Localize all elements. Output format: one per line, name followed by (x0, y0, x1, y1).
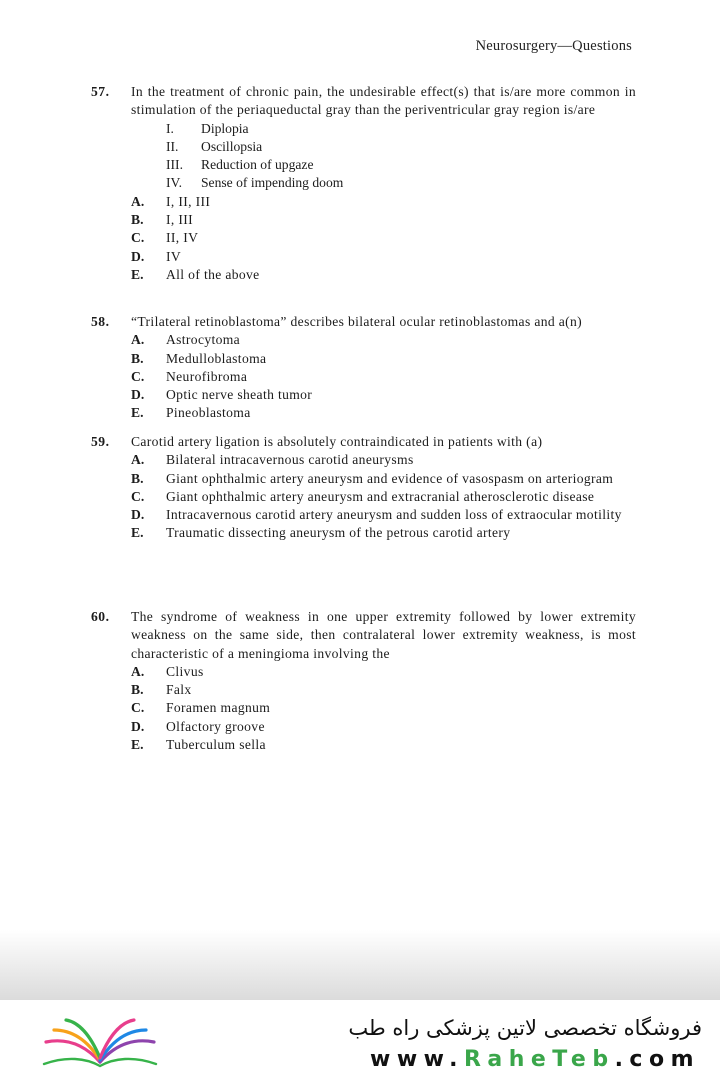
option-letter: E. (131, 525, 144, 541)
answer-option (131, 506, 636, 524)
question-number: 57. (91, 84, 110, 99)
option-text: Astrocytoma (166, 332, 241, 348)
answer-option (131, 404, 636, 422)
question-stem: Carotid artery ligation is absolutely contraindicated in patients with (a) (131, 434, 543, 449)
option-letter: C. (131, 368, 145, 384)
option-letter: B. (131, 682, 144, 698)
option-text: Tuberculum sella (166, 737, 266, 753)
option-text: IV (166, 248, 182, 264)
option-letter: A. (131, 663, 145, 679)
roman-numeral: I. (166, 120, 174, 136)
question-57 (91, 83, 636, 284)
question-stem: “Trilateral retinoblastoma” describes bilateral ocular retinoblastomas and a(n) (131, 314, 583, 329)
roman-text: Oscillopsia (201, 138, 263, 154)
option-letter: A. (131, 332, 145, 348)
answer-option (131, 350, 636, 368)
answer-option (131, 488, 636, 506)
answer-option (131, 368, 636, 386)
option-text: Bilateral intracavernous carotid aneurysms (166, 452, 414, 468)
answer-option (131, 699, 636, 717)
answer-option (131, 470, 636, 488)
question-58 (91, 313, 636, 423)
answer-option (131, 451, 636, 469)
answer-options (131, 331, 636, 422)
answer-option (131, 229, 636, 247)
question-number: 60. (91, 609, 110, 624)
open-book-icon (40, 1014, 160, 1070)
option-text: Neurofibroma (166, 368, 248, 384)
answer-option (131, 524, 636, 542)
answer-option (131, 266, 636, 284)
roman-numeral: IV. (166, 175, 182, 191)
answer-option (131, 681, 636, 699)
answer-option (131, 736, 636, 754)
answer-options (131, 451, 636, 542)
question-60 (91, 608, 636, 754)
answer-option (131, 248, 636, 266)
answer-option (131, 211, 636, 229)
store-footer-banner (0, 1000, 720, 1080)
roman-numeral: III. (166, 157, 183, 173)
answer-option (131, 718, 636, 736)
option-text: Pineoblastoma (166, 405, 251, 421)
option-letter: C. (131, 230, 145, 246)
option-letter: A. (131, 452, 145, 468)
question-stem: In the treatment of chronic pain, the undesirable effect(s) that is/are more common in stimulation of the periaqueductal gray than the periventricular gray region is/are (131, 84, 636, 118)
roman-list (166, 120, 636, 193)
answer-option (131, 331, 636, 349)
question-stem: The syndrome of weakness in one upper extremity followed by lower extremity weakness on the same side, then contralateral lower extremity weakness, is most characteristic of a meningioma involving the (131, 609, 636, 661)
roman-text: Diplopia (201, 120, 249, 136)
roman-numeral: II. (166, 138, 179, 154)
store-name: فروشگاه تخصصی لاتین پزشکی راه طب (348, 1016, 702, 1040)
option-text: I, II, III (166, 193, 211, 209)
url-prefix: www. (370, 1047, 464, 1072)
answer-option (131, 386, 636, 404)
running-header: Neurosurgery—Questions (475, 38, 632, 54)
option-text: Foramen magnum (166, 700, 271, 716)
roman-item (166, 156, 636, 174)
roman-item (166, 120, 636, 138)
option-letter: C. (131, 488, 145, 504)
question-59 (91, 433, 636, 543)
option-letter: D. (131, 718, 145, 734)
answer-options (131, 663, 636, 754)
option-letter: E. (131, 405, 144, 421)
option-text: Giant ophthalmic artery aneurysm and extracranial atherosclerotic disease (166, 488, 595, 504)
option-text: Medulloblastoma (166, 350, 267, 366)
option-letter: E. (131, 737, 144, 753)
roman-text: Sense of impending doom (201, 175, 344, 191)
store-url[interactable] (370, 1047, 700, 1072)
option-text: I, III (166, 212, 194, 228)
option-letter: B. (131, 470, 144, 486)
option-text: Intracavernous carotid artery aneurysm and sudden loss of extraocular motility (166, 507, 622, 523)
option-letter: B. (131, 212, 144, 228)
option-text: Olfactory groove (166, 718, 265, 734)
option-letter: C. (131, 700, 145, 716)
option-text: All of the above (166, 266, 260, 282)
answer-option (131, 663, 636, 681)
option-text: Giant ophthalmic artery aneurysm and evidence of vasospasm on arteriogram (166, 470, 614, 486)
option-text: Optic nerve sheath tumor (166, 387, 313, 403)
option-text: Traumatic dissecting aneurysm of the petrous carotid artery (166, 525, 511, 541)
roman-item (166, 138, 636, 156)
page-edge-shadow (0, 930, 720, 1002)
option-text: II, IV (166, 230, 199, 246)
question-number: 59. (91, 434, 110, 449)
option-text: Falx (166, 682, 192, 698)
question-number: 58. (91, 314, 110, 329)
url-suffix: .com (614, 1047, 700, 1072)
option-letter: D. (131, 248, 145, 264)
roman-item (166, 174, 636, 192)
option-letter: D. (131, 387, 145, 403)
option-letter: D. (131, 507, 145, 523)
answer-option (131, 193, 636, 211)
option-letter: B. (131, 350, 144, 366)
option-letter: E. (131, 266, 144, 282)
roman-text: Reduction of upgaze (201, 157, 314, 173)
option-text: Clivus (166, 663, 204, 679)
url-brand: RaheTeb (463, 1047, 615, 1072)
answer-options (131, 193, 636, 284)
option-letter: A. (131, 193, 145, 209)
